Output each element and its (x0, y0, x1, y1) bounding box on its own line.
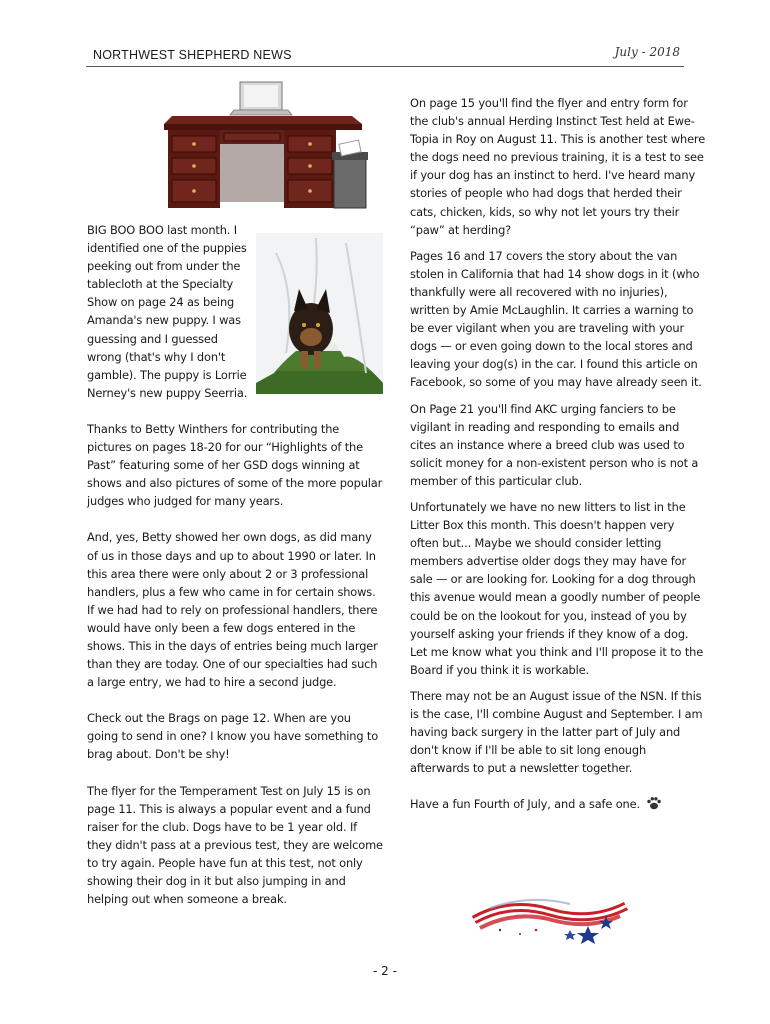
paragraph: The flyer for the Temperament Test on July 15 is on page 11. This is always a popular event and a fund raiser for the club. Dogs have to be 1 year old. If they didn't pass at a previous test, they are welcome to try again. People have fun at this test, not only showing their dog in it but also jumping in and helping out when someone a break. (87, 783, 383, 907)
paragraph: BIG BOO BOO last month. I identified one of the puppies peeking out from under the tablecloth at the Specialty Show on page 24 as being Amanda's new puppy. I was guessing and I guessed wrong (that's why I don't gamble). The puppy is Lorrie Nerney's new puppy Seerria. (87, 223, 248, 400)
paragraph: Pages 16 and 17 covers the story about the van stolen in California that had 14 show dogs in it (who thankfully were all recovered with no injuries), written by Amie McLaughlin. It carries a warning to be ever vigilant when you are traveling with your dogs — or even going down to the local stores and leaving your dog(s) in the car. I found this article on Facebook, so some of you may have already seen it. (410, 248, 702, 390)
paragraph: On Page 21 you'll find AKC urging fanciers to be vigilant in reading and responding to emails and cites an instance where a breed club was used to solicit money for a non-existent person who is not a member of this particular club. (410, 401, 699, 488)
paragraph: Thanks to Betty Winthers for contributing the pictures on pages 18-20 for our “Highlights of the Past” featuring some of her GSD dogs winning at shows and also pictures of some of the more popular judges who judged for many years. (87, 421, 383, 509)
paragraph: On page 15 you'll find the flyer and entry form for the club's annual Herding Instinct Test held at Ewe-Topia in Roy on August 11. This is another test where the dogs need no previous training, it is a test to see if your dog has an instinct to herd. I've heard many stories of people who had dogs that herded their cats, chicken, kids, so why not let yours try their “paw” at herding? (410, 96, 706, 237)
closing-text: Have a fun Fourth of July, and a safe one. (410, 797, 640, 812)
issue-date: July - 2018 (614, 45, 680, 59)
paragraph: And, yes, Betty showed her own dogs, as did many of us in those days and up to about 1990 or later. In this area there were only about 2 or 3 professional handlers, plus a few who came in for certain shows. If we had had to rely on professional handlers, there would have only been a few dogs entered in the shows. This in the days of entries being much larger than they are today. One of our specialties had such a large entry, we had to hire a second judge. (87, 530, 378, 690)
patriotic-banner (470, 890, 630, 944)
page-number: - 2 - (373, 964, 397, 978)
closing-line (410, 795, 706, 813)
header-divider (86, 66, 684, 67)
newsletter-title: NORTHWEST SHEPHERD NEWS (93, 48, 292, 62)
paragraph: Unfortunately we have no new litters to list in the Litter Box this month. This doesn't happen very often but... Maybe we should consider letting members advertise older dogs they may have for sale — or are looking for. Looking for a dog through this avenue would mean a goodly number of people could be on the lookout for you, instead of you by yourself asking your friends if they know of a dog. Let me know what you think and I'll propose it to the Board if you think it is workable. (410, 499, 704, 677)
left-column (87, 221, 383, 908)
puppy-photo (256, 233, 383, 394)
paragraph: Check out the Brags on page 12. When are you going to send in one? I know you have something to brag about. Don't be shy! (87, 711, 379, 762)
desk-illustration (162, 80, 372, 212)
right-column (410, 94, 706, 813)
paw-print-icon (646, 796, 662, 810)
paragraph: There may not be an August issue of the NSN. If this is the case, I'll combine August and September. I am having back surgery in the latter part of July and don't know if I'll be able to sit long enough afterwards to put a newsletter together. (410, 688, 703, 776)
